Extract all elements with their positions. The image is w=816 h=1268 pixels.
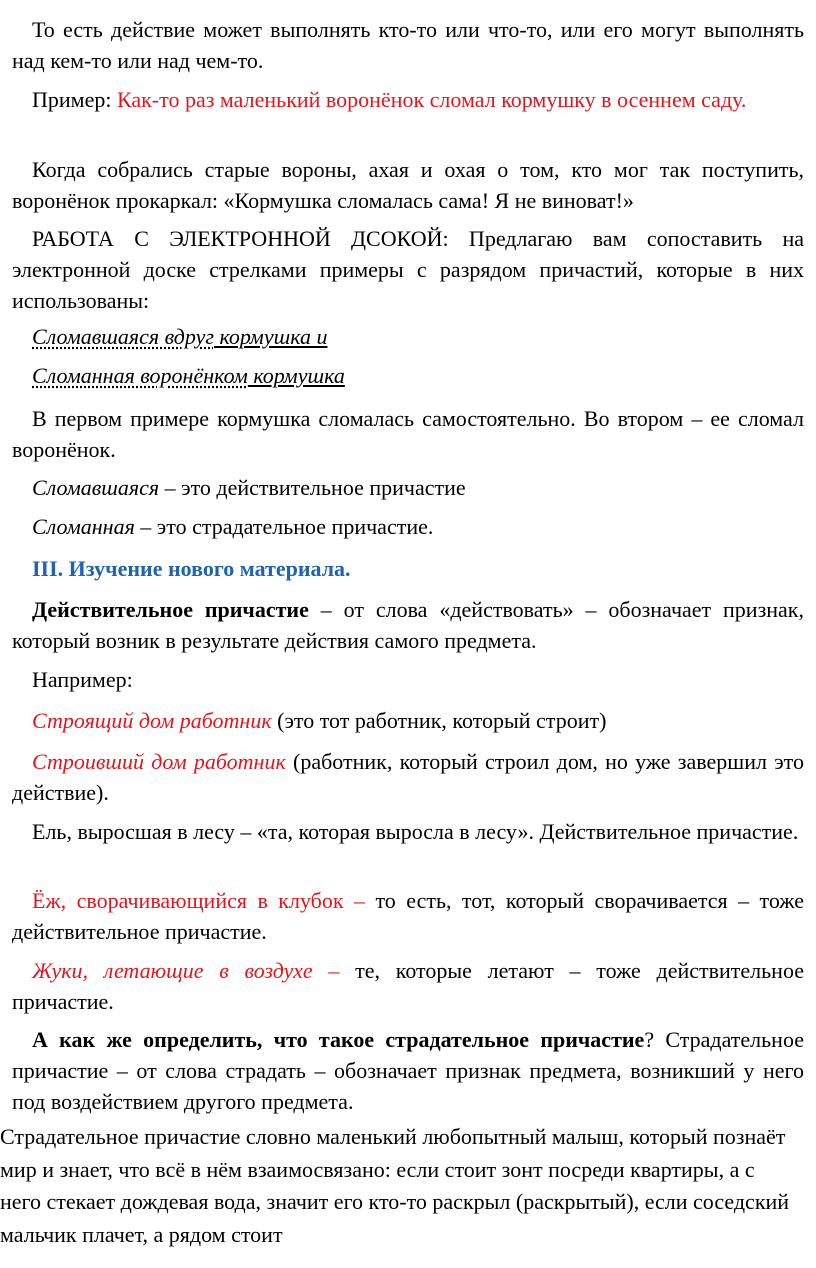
- term-active: Сломавшаяся: [32, 475, 160, 500]
- active-definition-text: – от слова «действовать» – обозначает признак, который возник в результате действия самого предмета.: [12, 597, 804, 653]
- paragraph-closing-block: [0, 1121, 800, 1251]
- example-hedgehog: [12, 885, 804, 947]
- example-phrase-1: [12, 321, 804, 352]
- example-beetles: [12, 955, 804, 1017]
- example-label: Пример:: [32, 87, 117, 112]
- passive-definition-text: ? Страдательное причастие – от слова страдать – обозначает признак предмета, возникший у него под воздействием другого предмета.: [12, 1027, 804, 1114]
- phrase-2-participle: Сломанная воронёнком: [32, 363, 248, 388]
- example-text: Как-то раз маленький воронёнок сломал кормушку в осеннем саду.: [116, 87, 747, 112]
- paragraph-active-definition: [12, 594, 804, 656]
- passive-question: А как же определить, что такое страдательное причастие: [32, 1027, 645, 1052]
- example-builder: [12, 705, 804, 736]
- section-heading: III. Изучение нового материала.: [32, 556, 351, 581]
- example-builder-text: (это тот работник, который строит): [271, 708, 607, 733]
- definition-active-text: – это действительное причастие: [159, 475, 466, 500]
- example-built-text: (работник, который строил дом, но уже завершил это действие).: [12, 749, 804, 805]
- phrase-2-noun: кормушка: [247, 363, 345, 388]
- paragraph-explanation: В первом примере кормушка сломалась самостоятельно. Во втором – ее сломал воронёнок.: [12, 406, 804, 462]
- definition-active: [12, 472, 804, 503]
- paragraph-example: [12, 84, 804, 115]
- example-hedgehog-text: то есть, тот, который сворачивается – тоже действительное причастие.: [12, 888, 804, 944]
- example-phrase-2: [12, 360, 804, 391]
- phrase-1-noun: кормушка и: [213, 324, 328, 349]
- example-hedgehog-phrase: Ёж, сворачивающийся в клубок –: [32, 888, 376, 913]
- example-beetles-phrase: Жуки, летающие в воздухе –: [32, 958, 356, 983]
- example-built: [12, 746, 804, 808]
- paragraph-story: Когда собрались старые вороны, ахая и охая о том, кто мог так поступить, воронёнок прокаркал: «Кормушка сломалась сама! Я не виноват!»: [12, 157, 804, 213]
- paragraph-task: РАБОТА С ЭЛЕКТРОННОЙ ДСОКОЙ: Предлагаю вам сопоставить на электронной доске стрелками примеры с разрядом причастий, которые в них использованы:: [12, 226, 804, 313]
- paragraph-closing: Страдательное причастие словно маленький любопытный малыш, который познаёт мир и знает, что всё в нём взаимосвязано: если стоит зонт посреди квартиры, а с него стекает дождевая вода, значит его кто-то раскрыл (раскрытый), если соседский мальчик плачет, а рядом стоит: [0, 1124, 790, 1247]
- example-builder-phrase: Строящий дом работник: [32, 708, 272, 733]
- paragraph-passive-definition: [12, 1024, 804, 1117]
- term-passive: Сломанная: [32, 514, 135, 539]
- phrase-1-participle: Сломавшаяся вдруг: [32, 324, 214, 349]
- example-beetles-text: те, которые летают – тоже действительное причастие.: [12, 958, 804, 1014]
- paragraph-for-example: Например:: [32, 667, 133, 692]
- example-built-phrase: Строивший дом работник: [32, 749, 286, 774]
- paragraph-fir: Ель, выросшая в лесу – «та, которая выросла в лесу». Действительное причастие.: [32, 819, 799, 844]
- definition-passive: [12, 511, 804, 542]
- definition-passive-text: – это страдательное причастие.: [134, 514, 434, 539]
- paragraph-intro: То есть действие может выполнять кто-то или что-то, или его могут выполнять над кем-то или над чем-то.: [12, 17, 804, 73]
- term-active-bold: Действительное причастие: [32, 597, 309, 622]
